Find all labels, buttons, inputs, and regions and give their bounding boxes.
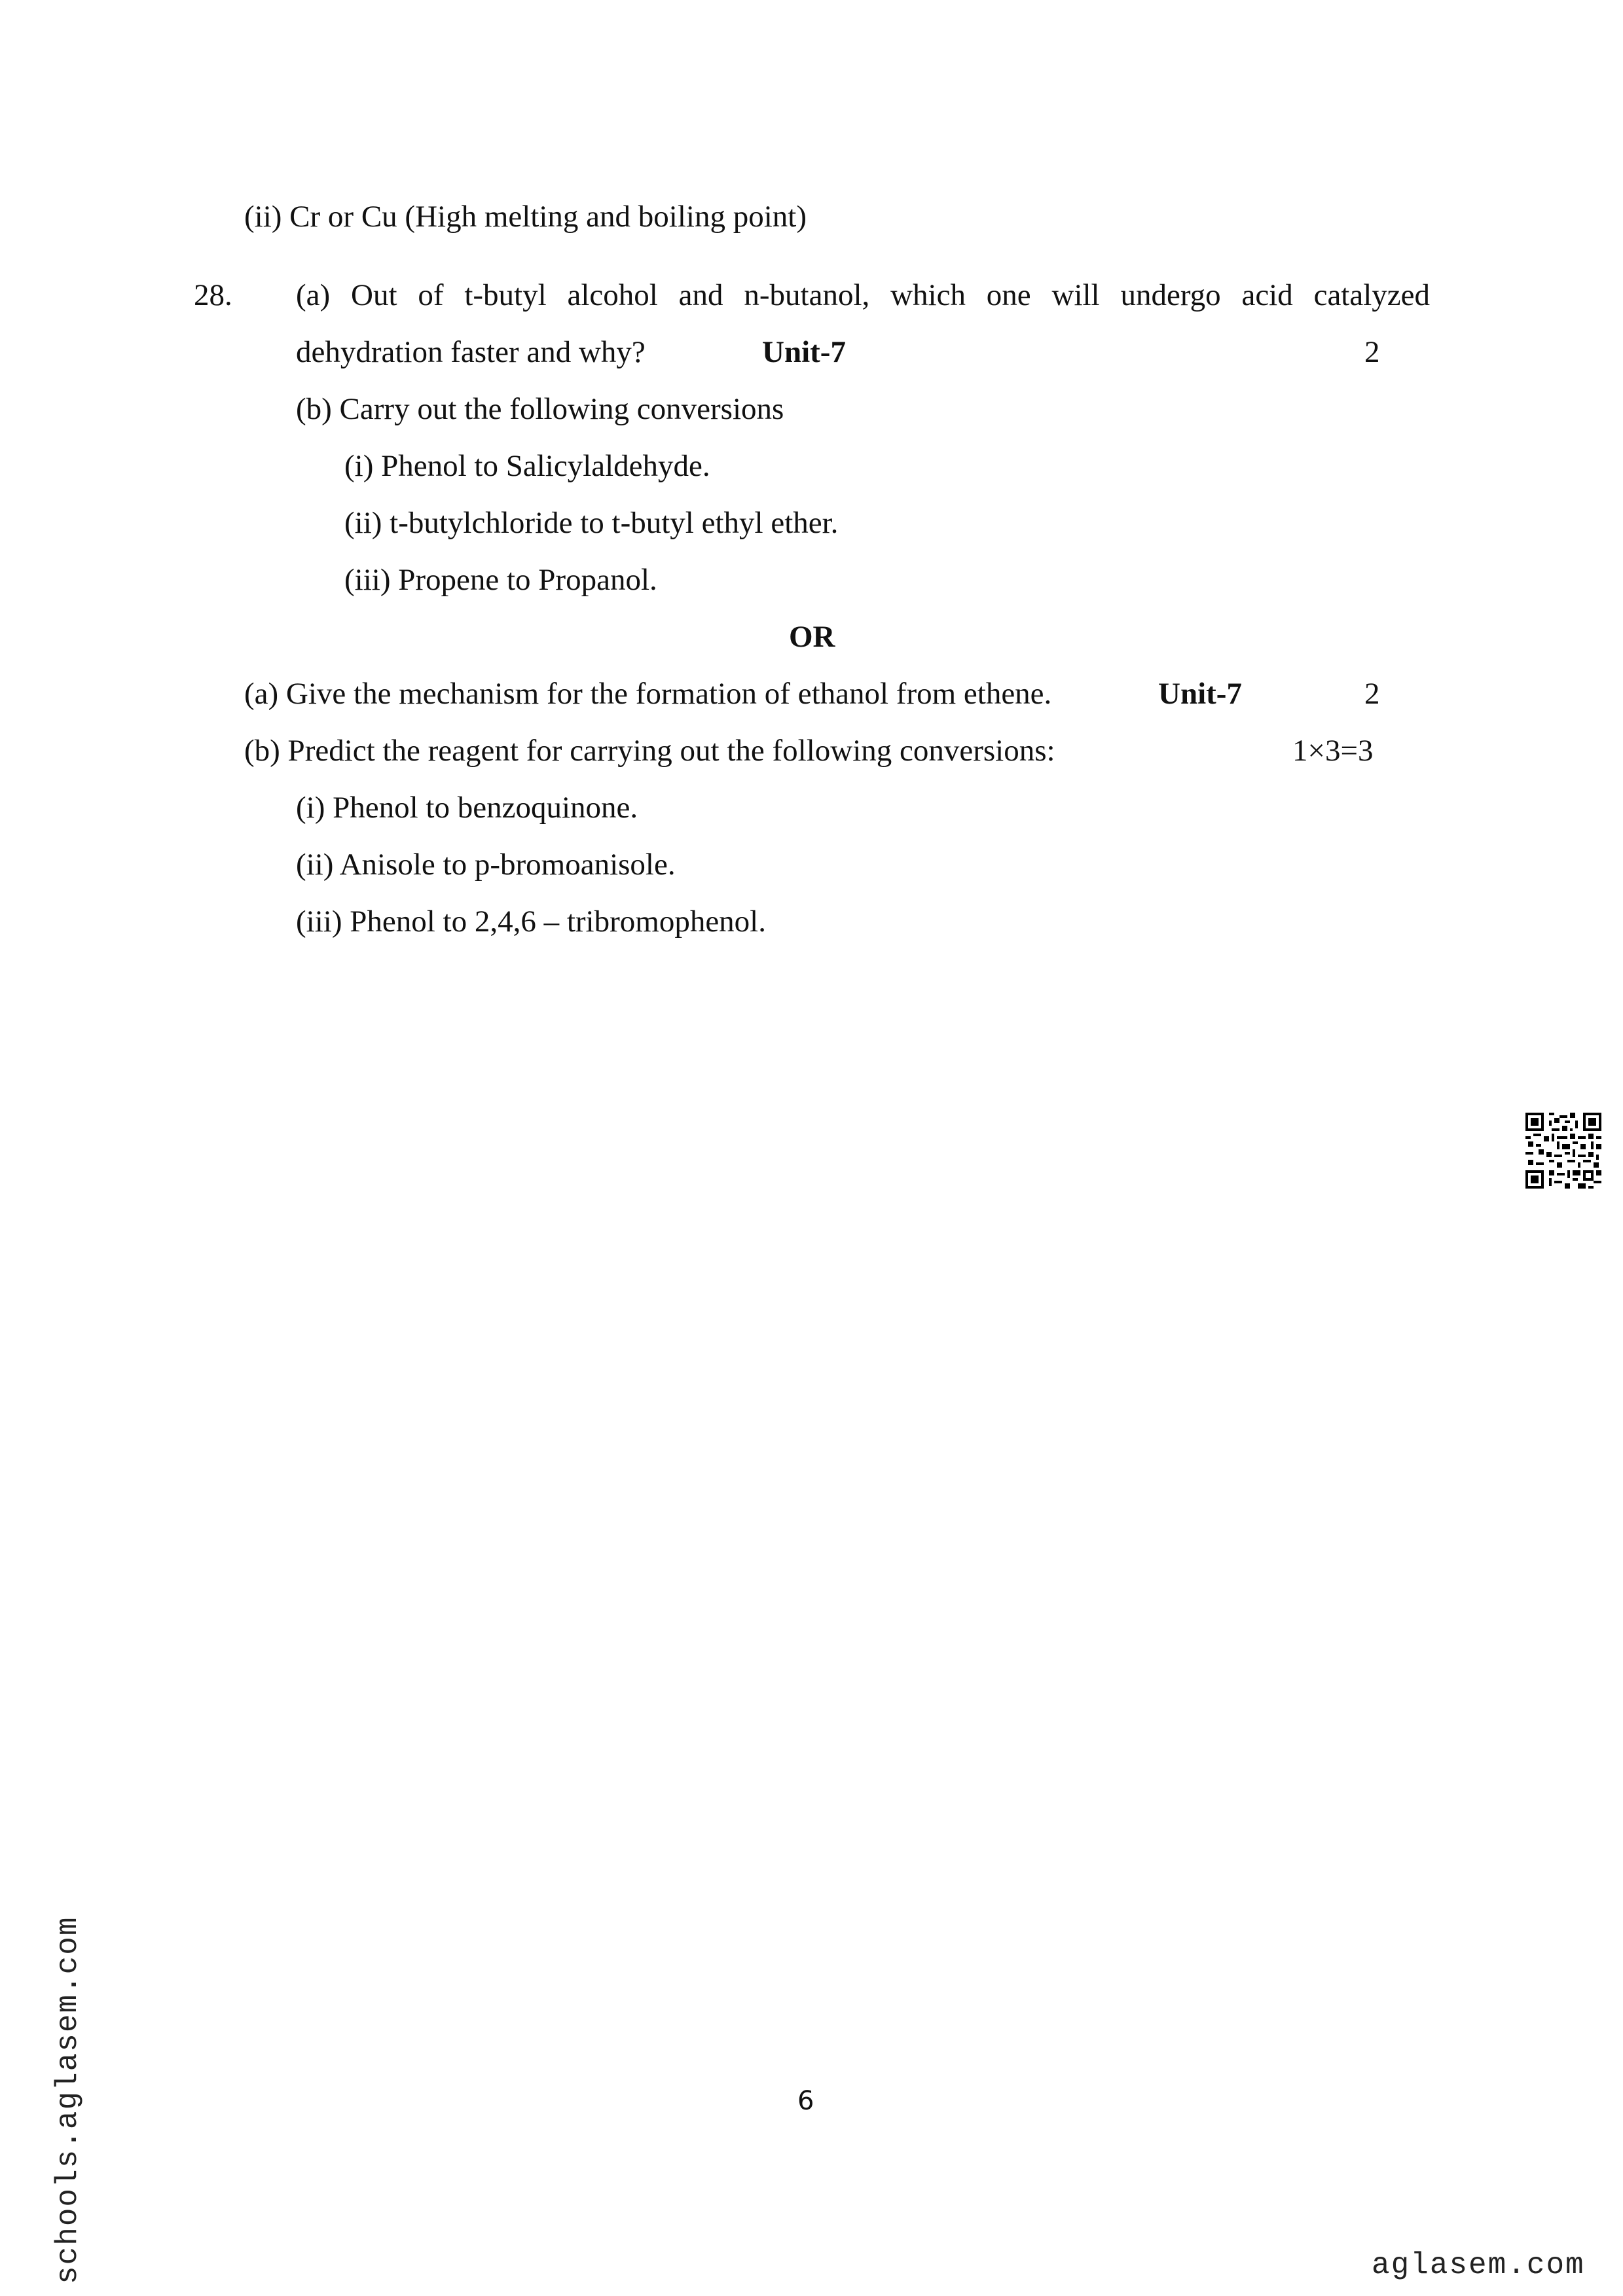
alt-question-b-marks: 1×3=3 xyxy=(1292,734,1374,768)
question-28b-item: (ii) t-butylchloride to t-butyl ethyl ether. xyxy=(344,506,839,540)
question-28a-marks: 2 xyxy=(1364,335,1380,369)
alt-question-b-item: (i) Phenol to benzoquinone. xyxy=(296,791,638,825)
alt-question-a-unit: Unit-7 xyxy=(1158,677,1242,711)
question-28a-unit: Unit-7 xyxy=(762,335,846,369)
qr-code-icon xyxy=(1525,1113,1601,1189)
alt-question-a-marks: 2 xyxy=(1364,677,1380,711)
alt-question-b-item: (ii) Anisole to p-bromoanisole. xyxy=(296,848,676,882)
footer-watermark: aglasem.com xyxy=(1372,2248,1585,2282)
page-number: 6 xyxy=(797,2086,814,2116)
question-28b-intro: (b) Carry out the following conversions xyxy=(296,392,784,426)
question-28b-item: (i) Phenol to Salicylaldehyde. xyxy=(344,449,710,483)
previous-answer-line: (ii) Cr or Cu (High melting and boiling point) xyxy=(244,200,807,234)
question-28a-line1: (a) Out of t-butyl alcohol and n-butanol, which one will undergo acid catalyzed xyxy=(296,278,1430,312)
alt-question-a: (a) Give the mechanism for the formation of ethanol from ethene. xyxy=(244,677,1052,711)
question-28a-line2: dehydration faster and why? xyxy=(296,335,646,369)
side-watermark: schools.aglasem.com xyxy=(51,1916,85,2284)
or-divider: OR xyxy=(789,620,835,654)
question-28b-item: (iii) Propene to Propanol. xyxy=(344,563,657,597)
alt-question-b-item: (iii) Phenol to 2,4,6 – tribromophenol. xyxy=(296,905,766,939)
question-number: 28. xyxy=(194,278,232,312)
alt-question-b: (b) Predict the reagent for carrying out the following conversions: xyxy=(244,734,1055,768)
